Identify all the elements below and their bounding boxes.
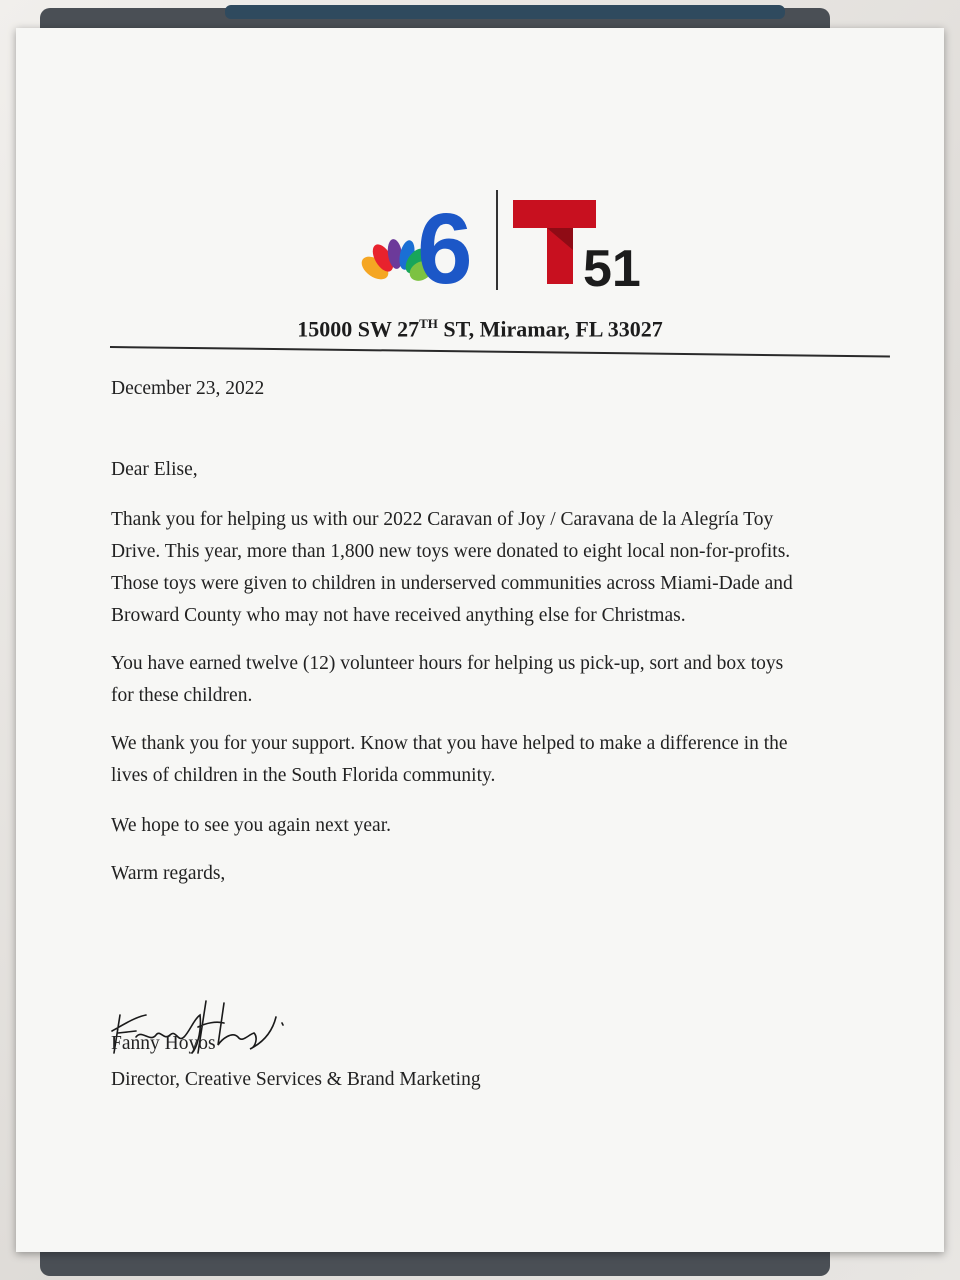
- signer-name: Fanny Hoyos: [111, 1033, 216, 1054]
- letter-date: December 23, 2022: [111, 378, 265, 399]
- nbc-telemundo-logo: [361, 188, 656, 296]
- paragraph-line: We thank you for your support. Know that you have helped to make a difference in the: [111, 733, 788, 754]
- letterhead-divider: [110, 346, 890, 358]
- letterhead-address: 15000 SW 27TH ST, Miramar, FL 33027: [297, 316, 663, 342]
- closing: Warm regards,: [111, 863, 226, 884]
- channel-51-numeral: 51: [583, 240, 641, 296]
- paragraph-line: lives of children in the South Florida community.: [111, 765, 496, 786]
- salutation: Dear Elise,: [111, 459, 198, 480]
- address-superscript: TH: [419, 316, 438, 331]
- paragraph-next-year: We hope to see you again next year.: [111, 815, 391, 836]
- paragraph-line: Those toys were given to children in underserved communities across Miami-Dade and: [111, 573, 793, 594]
- paragraph-line: Broward County who may not have received anything else for Christmas.: [111, 605, 686, 626]
- paragraph-volunteer-hours: [111, 648, 891, 712]
- paragraph-line: for these children.: [111, 685, 253, 706]
- paragraph-line: Drive. This year, more than 1,800 new toys were donated to eight local non-for-profits.: [111, 541, 791, 562]
- channel-6-numeral: 6: [417, 193, 473, 296]
- folder-edge: [225, 5, 785, 19]
- paragraph-line: You have earned twelve (12) volunteer hours for helping us pick-up, sort and box toys: [111, 653, 784, 674]
- paragraph-thank-you: [111, 504, 891, 632]
- paragraph-line: Thank you for helping us with our 2022 Caravan of Joy / Caravana de la Alegría Toy: [111, 509, 774, 530]
- paragraph-support: [111, 728, 891, 792]
- signer-title: Director, Creative Services & Brand Marketing: [111, 1069, 481, 1090]
- letter-page: [16, 28, 944, 1252]
